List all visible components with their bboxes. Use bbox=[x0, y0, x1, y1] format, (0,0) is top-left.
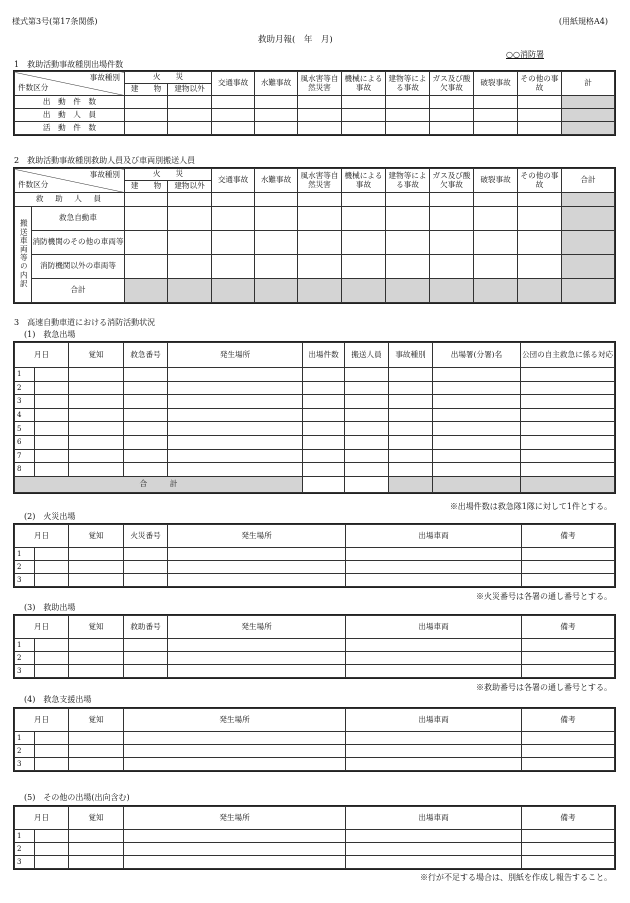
support-table bbox=[14, 708, 615, 771]
col-ems-no: 救急番号 bbox=[124, 343, 168, 368]
col-aware: 覚知 bbox=[69, 525, 124, 548]
total-label: 合 計 bbox=[15, 476, 303, 492]
table-row bbox=[15, 856, 615, 869]
col-location: 発生場所 bbox=[124, 709, 346, 732]
col-aware: 覚知 bbox=[69, 616, 124, 639]
table-row bbox=[15, 732, 615, 745]
diag-bottom-label: 件数区分 bbox=[18, 180, 49, 190]
rescue-heading: (3) 救助出場 bbox=[24, 603, 76, 612]
diag-bottom-label: 件数区分 bbox=[18, 83, 49, 93]
row-label-rescued: 救 助 人 員 bbox=[15, 193, 125, 207]
ems-note: ※出場件数は救急隊1隊に対して1件とする。 bbox=[449, 502, 612, 511]
col-date: 月日 bbox=[15, 525, 69, 548]
row-number: 1 bbox=[15, 368, 35, 382]
row-label: 出 動 件 数 bbox=[15, 96, 125, 109]
row-number: 1 bbox=[15, 830, 35, 843]
col-remarks: 備考 bbox=[522, 616, 615, 639]
transport-breakdown-label: 搬送車両等の内訳 bbox=[15, 207, 32, 303]
station-name: ○○消防署 bbox=[506, 50, 544, 59]
row-number: 3 bbox=[15, 665, 35, 678]
col-date: 月日 bbox=[15, 807, 69, 830]
col-date: 月日 bbox=[15, 343, 69, 368]
table-row bbox=[15, 435, 615, 449]
ems-table bbox=[14, 342, 615, 493]
col-station: 出場署(分署)名 bbox=[433, 343, 521, 368]
table-row bbox=[15, 368, 615, 382]
ems-heading: (1) 救急出場 bbox=[24, 330, 76, 339]
row-number: 4 bbox=[15, 408, 35, 422]
col-accident-type: 事故種別 bbox=[389, 343, 433, 368]
col-non-building: 建物以外 bbox=[168, 181, 212, 193]
row-label: 消防機関のその他の車両等 bbox=[32, 231, 125, 255]
diag-top-label: 事故種別 bbox=[89, 170, 120, 179]
table-row bbox=[15, 665, 615, 678]
col-building-accident: 建物等による事故 bbox=[386, 72, 430, 96]
table-row bbox=[15, 255, 615, 279]
col-building-accident: 建物等による事故 bbox=[386, 169, 430, 193]
col-location: 発生場所 bbox=[168, 616, 346, 639]
col-aware: 覚知 bbox=[69, 807, 124, 830]
table-row bbox=[15, 96, 615, 109]
row-number: 2 bbox=[15, 745, 35, 758]
table-row bbox=[15, 652, 615, 665]
section-2-table bbox=[14, 168, 615, 303]
row-number: 2 bbox=[15, 561, 35, 574]
col-date: 月日 bbox=[15, 616, 69, 639]
col-aware: 覚知 bbox=[69, 343, 124, 368]
row-number: 1 bbox=[15, 548, 35, 561]
table-row bbox=[15, 574, 615, 587]
table-row bbox=[15, 745, 615, 758]
table-row bbox=[15, 122, 615, 135]
row-number: 5 bbox=[15, 422, 35, 436]
col-fire-no: 火災番号 bbox=[124, 525, 168, 548]
page-title: 救助月報( 年 月) bbox=[258, 35, 333, 45]
other-heading: (5) その他の出場(出向含む) bbox=[24, 793, 130, 802]
support-heading: (4) 救急支援出場 bbox=[24, 695, 92, 704]
row-label: 消防機関以外の車両等 bbox=[32, 255, 125, 279]
table-row bbox=[15, 843, 615, 856]
table-row bbox=[15, 422, 615, 436]
col-aware: 覚知 bbox=[69, 709, 124, 732]
col-fire: 火 災 bbox=[125, 169, 212, 181]
col-dispatch-count: 出場件数 bbox=[303, 343, 345, 368]
row-label: 救急自動車 bbox=[32, 207, 125, 231]
col-burst: 破裂事故 bbox=[474, 169, 518, 193]
row-number: 7 bbox=[15, 449, 35, 463]
table-row bbox=[15, 207, 615, 231]
row-number: 8 bbox=[15, 463, 35, 477]
row-number: 6 bbox=[15, 435, 35, 449]
table-row bbox=[15, 193, 615, 207]
table-row bbox=[15, 463, 615, 477]
section-3-heading: 3 高速自動車道における消防活動状況 bbox=[14, 318, 156, 327]
section-1-diagonal-header bbox=[15, 72, 125, 96]
table-row bbox=[15, 381, 615, 395]
row-number: 3 bbox=[15, 856, 35, 869]
col-gas: ガス及び酸欠事故 bbox=[430, 72, 474, 96]
row-number: 3 bbox=[15, 758, 35, 771]
table-row bbox=[15, 408, 615, 422]
col-total: 計 bbox=[562, 72, 615, 96]
col-traffic: 交通事故 bbox=[212, 72, 255, 96]
col-vehicles: 出場車両 bbox=[346, 525, 522, 548]
row-number: 1 bbox=[15, 639, 35, 652]
col-location: 発生場所 bbox=[168, 343, 303, 368]
row-label: 出 動 人 員 bbox=[15, 109, 125, 122]
row-number: 3 bbox=[15, 574, 35, 587]
rescue-note: ※救助番号は各署の通し番号とする。 bbox=[476, 683, 612, 692]
col-fire: 火 災 bbox=[125, 72, 212, 84]
table-row bbox=[15, 109, 615, 122]
row-number: 1 bbox=[15, 732, 35, 745]
col-vehicles: 出場車両 bbox=[346, 807, 522, 830]
total-row bbox=[15, 476, 615, 492]
col-other: その他の事故 bbox=[518, 72, 562, 96]
paper-size-note: (用紙規格A4) bbox=[558, 17, 608, 26]
table-row bbox=[15, 449, 615, 463]
col-remarks: 備考 bbox=[522, 709, 615, 732]
col-vehicles: 出場車両 bbox=[346, 709, 522, 732]
table-row bbox=[15, 830, 615, 843]
footer-note: ※行が不足する場合は、別紙を作成し報告すること。 bbox=[420, 873, 612, 882]
row-number: 2 bbox=[15, 381, 35, 395]
section-1-heading: 1 救助活動事故種別出場件数 bbox=[14, 60, 124, 69]
col-corp-response: 公団の自主救急に係る対応 bbox=[521, 343, 615, 368]
col-water: 水難事故 bbox=[255, 72, 298, 96]
col-traffic: 交通事故 bbox=[212, 169, 255, 193]
table-row bbox=[15, 395, 615, 409]
col-machine: 機械による事故 bbox=[342, 169, 386, 193]
row-label: 活 動 件 数 bbox=[15, 122, 125, 135]
table-row bbox=[15, 639, 615, 652]
col-remarks: 備考 bbox=[522, 807, 615, 830]
col-non-building: 建物以外 bbox=[168, 84, 212, 96]
other-table bbox=[14, 806, 615, 869]
rescue-table bbox=[14, 615, 615, 678]
col-location: 発生場所 bbox=[124, 807, 346, 830]
form-reference: 様式第3号(第17条関係) bbox=[12, 17, 98, 26]
row-label: 合計 bbox=[32, 279, 125, 303]
col-natural-disaster: 風水害等自然災害 bbox=[298, 72, 342, 96]
table-row bbox=[15, 548, 615, 561]
col-location: 発生場所 bbox=[168, 525, 346, 548]
table-row bbox=[15, 758, 615, 771]
col-building: 建 物 bbox=[125, 84, 168, 96]
col-date: 月日 bbox=[15, 709, 69, 732]
section-2-heading: 2 救助活動事故種別救助人員及び車両別搬送人員 bbox=[14, 156, 196, 165]
row-number: 2 bbox=[15, 652, 35, 665]
col-gas: ガス及び酸欠事故 bbox=[430, 169, 474, 193]
col-water: 水難事故 bbox=[255, 169, 298, 193]
diag-top-label: 事故種別 bbox=[89, 73, 120, 82]
section-2-diagonal-header bbox=[15, 169, 125, 193]
table-row bbox=[15, 561, 615, 574]
col-total: 合計 bbox=[562, 169, 615, 193]
col-rescue-no: 救助番号 bbox=[124, 616, 168, 639]
col-transported: 搬送人員 bbox=[345, 343, 389, 368]
section-1-table bbox=[14, 71, 615, 135]
row-number: 3 bbox=[15, 395, 35, 409]
col-vehicles: 出場車両 bbox=[346, 616, 522, 639]
fire-note: ※火災番号は各署の通し番号とする。 bbox=[476, 592, 612, 601]
col-burst: 破裂事故 bbox=[474, 72, 518, 96]
col-other: その他の事故 bbox=[518, 169, 562, 193]
table-row bbox=[15, 279, 615, 303]
table-row bbox=[15, 231, 615, 255]
fire-heading: (2) 火災出場 bbox=[24, 512, 76, 521]
fire-table bbox=[14, 524, 615, 587]
col-building: 建 物 bbox=[125, 181, 168, 193]
col-natural-disaster: 風水害等自然災害 bbox=[298, 169, 342, 193]
row-number: 2 bbox=[15, 843, 35, 856]
col-machine: 機械による事故 bbox=[342, 72, 386, 96]
col-remarks: 備考 bbox=[522, 525, 615, 548]
